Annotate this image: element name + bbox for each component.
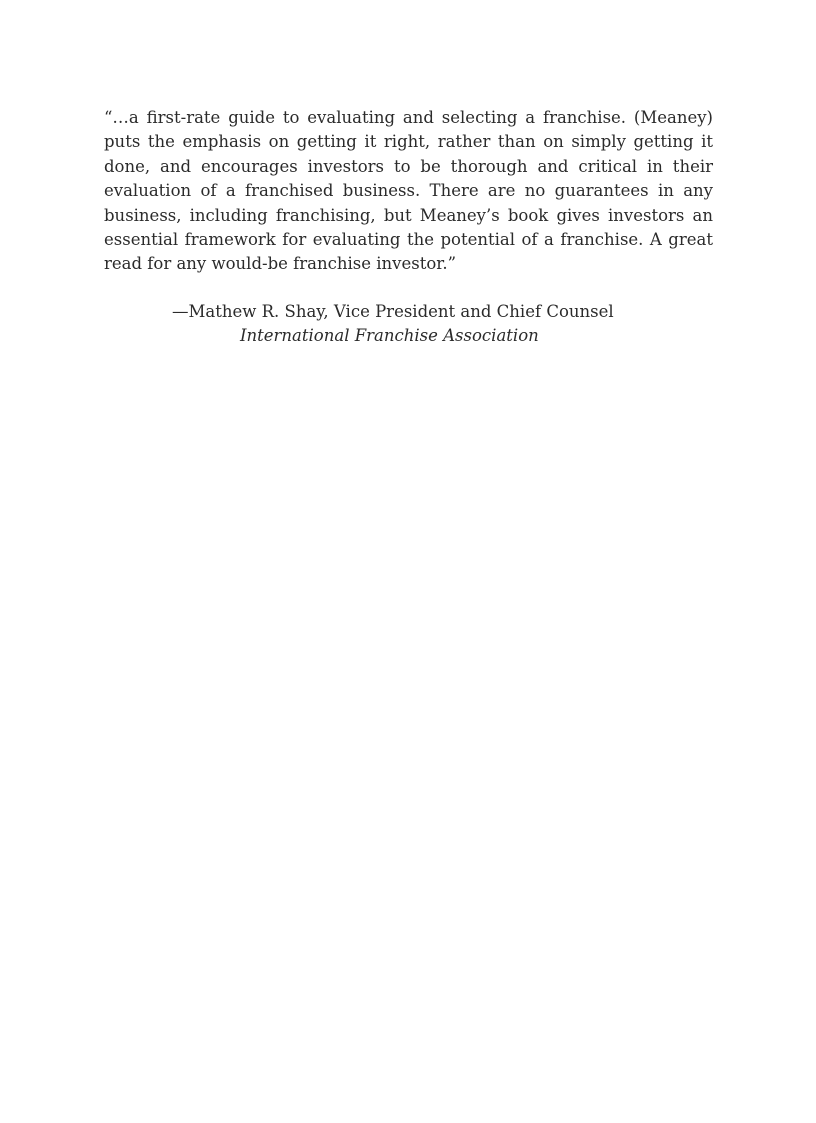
testimonial-quote: “…a first-rate guide to evaluating and selecting a franchise. (Meaney) puts the emphasis on getting it right, rather than on simply getting it done, and encourages investors to be thorough and critical in their evaluation of a franchised business. There are no guarantees in any business, including franchising, but Meaney’s book gives investors an essential framework for evaluating the potential of a franchise. A great read for any would-be franchise investor.” <box>104 108 713 274</box>
attribution-organization: International Franchise Association <box>240 326 539 346</box>
testimonial-attribution <box>172 300 732 349</box>
attribution-name: —Mathew R. Shay, Vice President and Chief Counsel <box>172 302 614 321</box>
